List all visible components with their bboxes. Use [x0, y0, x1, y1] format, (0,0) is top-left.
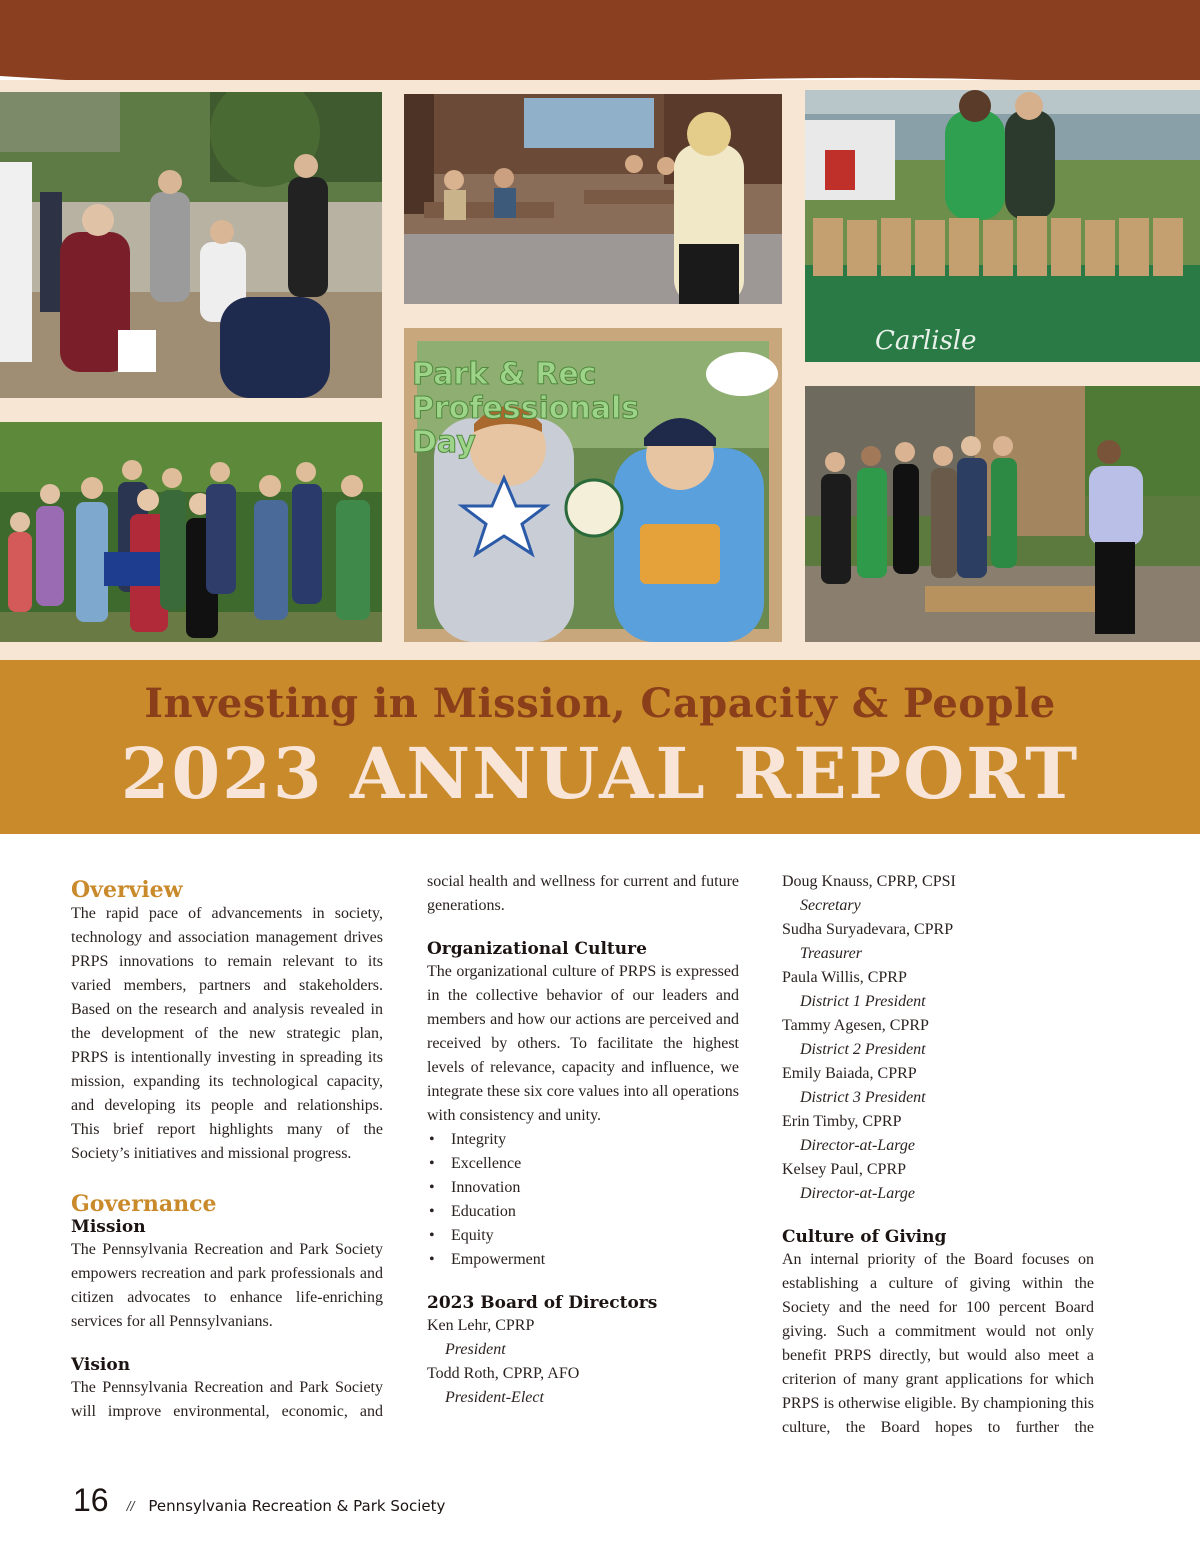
core-value-item: • Excellence: [427, 1152, 739, 1176]
vision-body-part2: social health and wellness for current and future generations.: [427, 873, 739, 914]
footer-org-name: Pennsylvania Recreation & Park Society: [148, 1497, 446, 1515]
board-member-name: Tammy Agesen, CPRP: [782, 1017, 929, 1034]
giving-heading: Culture of Giving: [782, 1227, 947, 1247]
mission-body: The Pennsylvania Recreation and Park Society empowers recreation and park professionals and citizen advocates to enhance life-enriching services for all Pennsylvanians.: [71, 1241, 383, 1330]
vision-body-part1: The Pennsylvania Recreation and Park Society will improve environmental, economic, and: [71, 1379, 383, 1420]
core-value-item: • Innovation: [427, 1176, 739, 1200]
board-member-role: District 1 President: [800, 993, 926, 1010]
board-member-name: Kelsey Paul, CPRP: [782, 1161, 907, 1178]
culture-heading: Organizational Culture: [427, 939, 647, 959]
vision-heading: Vision: [71, 1355, 131, 1375]
board-member-name: Ken Lehr, CPRP: [427, 1317, 535, 1334]
culture-body: The organizational culture of PRPS is expressed in the collective behavior of our leaders and members and how our actions are perceived and received by others. To facilitate the highest levels of relevance, capacity and influence, we integrate these six core values into all operations with consistency and unity.: [427, 963, 739, 1124]
page-footer: [73, 1482, 445, 1522]
core-value-item: • Integrity: [427, 1128, 739, 1152]
column-left: [71, 870, 383, 1424]
title-banner: [0, 660, 1200, 834]
board-member-role: Secretary: [800, 897, 861, 914]
giving-body: An internal priority of the Board focuses on establishing a culture of giving within the Society and the need for 100 percent Board giving. Such a commitment would not only benefit PRPS directly, but would also meet a criterion of many grant applications for which PRPS is otherwise eligible. By championing this culture, the Board hopes to further the: [782, 1251, 1094, 1436]
photo-collage: [0, 80, 1200, 660]
photo-park-gathering: [0, 92, 382, 398]
board-member-name: Sudha Suryadevara, CPRP: [782, 921, 954, 938]
board-member-role: Treasurer: [800, 945, 862, 962]
carlisle-caption: Carlisle: [875, 326, 977, 356]
core-values-list: [427, 1128, 739, 1272]
board-member-name: Todd Roth, CPRP, AFO: [427, 1365, 580, 1382]
footer-separator: //: [126, 1498, 135, 1514]
board-member-role: President: [445, 1341, 506, 1358]
banner-subtitle: Investing in Mission, Capacity & People: [144, 680, 1056, 727]
core-value-item: • Education: [427, 1200, 739, 1224]
overview-body: The rapid pace of advancements in society, technology and association management drives PRPS innovations to remain relevant to its varied members, partners and stakeholders. Based on the research and analysis revealed in the development of the new strategic plan, PRPS is intentionally investing in spreading its mission, expanding its technological capacity, and developing its people and relationships. This brief report highlights many of the Society’s initiatives and missional progress.: [71, 905, 383, 1162]
overview-heading: Overview: [71, 877, 183, 903]
page-number: 16: [73, 1482, 109, 1518]
board-member-name: Paula Willis, CPRP: [782, 969, 907, 986]
board-heading: 2023 Board of Directors: [427, 1293, 658, 1313]
core-value-item: • Equity: [427, 1224, 739, 1248]
governance-heading: Governance: [71, 1191, 217, 1217]
photo-garden-event: [805, 386, 1200, 642]
core-value-item: • Empowerment: [427, 1248, 739, 1272]
board-member-name: Emily Baiada, CPRP: [782, 1065, 917, 1082]
photo-professionals-day: [404, 328, 782, 642]
frame-caption: Park & Rec Professionals Day: [412, 357, 640, 460]
column-middle: [427, 870, 739, 1410]
photo-carlisle-booth: [805, 90, 1200, 362]
board-member-name: Doug Knauss, CPRP, CPSI: [782, 873, 956, 890]
board-member-role: District 2 President: [800, 1041, 926, 1058]
board-member-role: District 3 President: [800, 1089, 926, 1106]
board-member-role: Director-at-Large: [800, 1137, 915, 1154]
board-member-role: President-Elect: [445, 1389, 544, 1406]
board-member-role: Director-at-Large: [800, 1185, 915, 1202]
photo-group-outdoors: [0, 422, 382, 642]
mission-heading: Mission: [71, 1217, 146, 1237]
board-member-name: Erin Timby, CPRP: [782, 1113, 902, 1130]
column-right: [782, 870, 1094, 1440]
photo-classroom-training: [404, 94, 782, 304]
banner-title: 2023 ANNUAL REPORT: [120, 732, 1080, 815]
